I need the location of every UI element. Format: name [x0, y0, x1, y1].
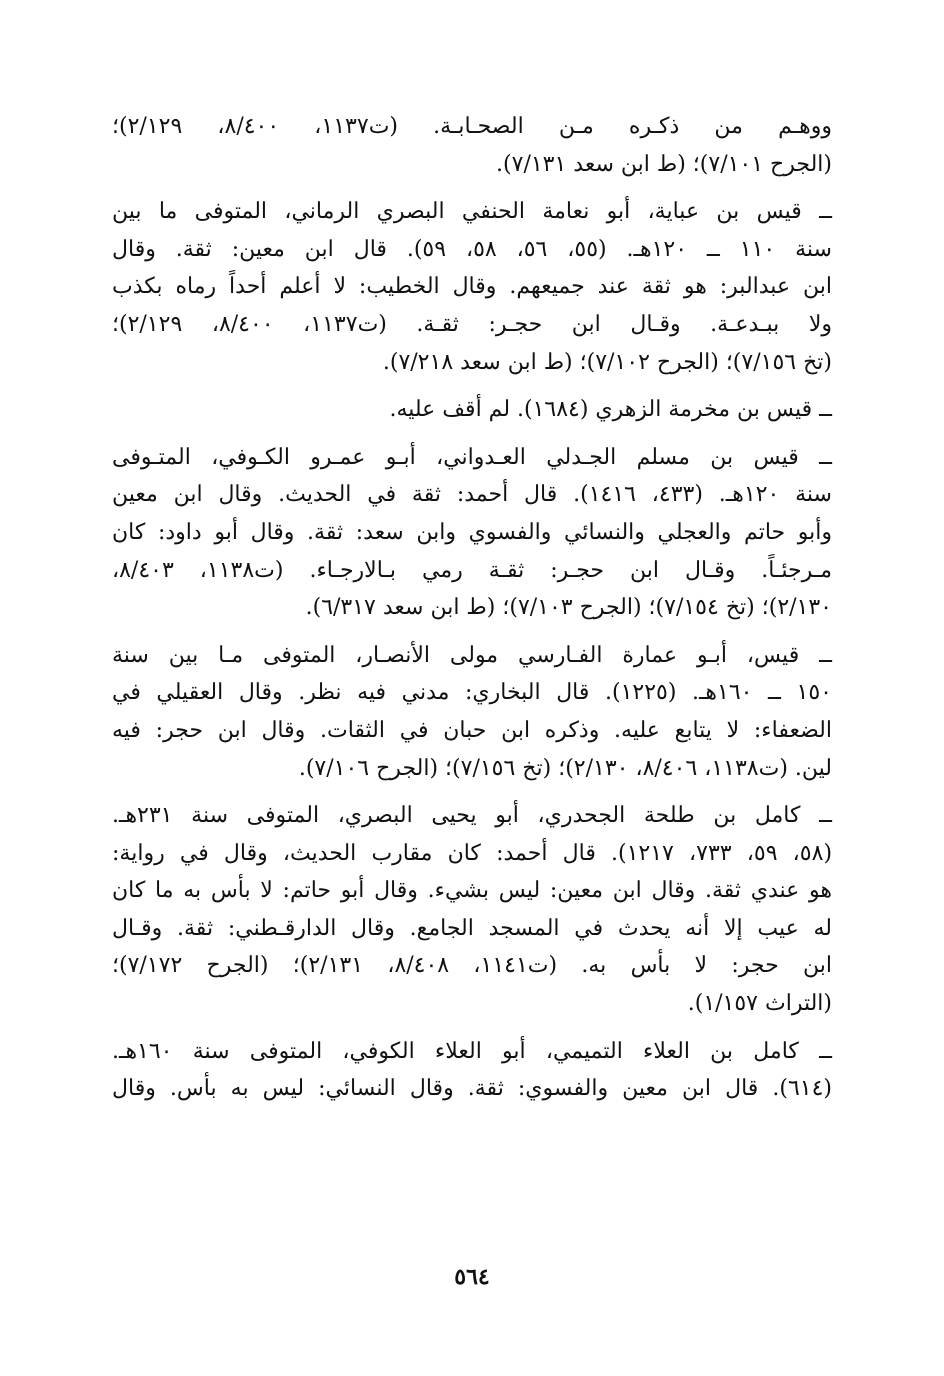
paragraph: [112, 797, 832, 1023]
body-text: [112, 108, 832, 1118]
text-line: الضعفاء: لا يتابع عليه. وذكره ابن حبان في الثقات. وقال ابن حجر: فيه: [112, 717, 832, 743]
text-line: (٥٨، ٥٩، ٧٣٣، ١٢١٧). قال أحمد: كان مقارب الحديث، وقال في رواية:: [112, 840, 833, 866]
paragraph: [112, 193, 832, 381]
text-line: (٦١٤). قال ابن معين والفسوي: ثقة. وقال النسائي: ليس به بأس. وقال: [112, 1076, 832, 1102]
text-line: ــ قيس بن مخرمة الزهري (١٦٨٤). لم أقف عليه.: [389, 397, 832, 423]
text-line: لين. (ت١١٣٨، ٨/٤٠٦، ٢/١٣٠)؛ (تخ ٧/١٥٦)؛ (الجرح ٧/١٠٦).: [298, 755, 832, 781]
text-line: مـرجئـاً. وقـال ابن حجـر: ثقـة رمي بـالارجـاء. (ت١١٣٨، ٨/٤٠٣،: [112, 557, 833, 583]
text-line: ووهـم من ذكـره مـن الصحـابـة. (ت١١٣٧، ٨/٤٠٠، ٢/١٢٩)؛: [112, 114, 833, 139]
paragraph: [112, 439, 832, 627]
text-line: ابن عبدالبر: هو ثقة عند جميعهم. وقال الخطيب: لا أعلم أحداً رماه بكذب: [112, 274, 832, 300]
text-line: (التراث ١/١٥٧).: [687, 991, 832, 1017]
text-line: ١٥٠ ــ ١٦٠هـ. (١٢٢٥). قال البخاري: مدني فيه نظر. وقال العقيلي في: [112, 680, 832, 706]
text-line: ولا ببـدعـة. وقـال ابن حجـر: ثقـة. (ت١١٣٧، ٨/٤٠٠، ٢/١٢٩)؛: [112, 311, 833, 337]
paragraph: [112, 637, 832, 787]
text-line: له عيب إلا أنه يحدث في المسجد الجامع. وقال الدارقـطني: ثقة. وقـال: [112, 915, 832, 941]
text-line: (الجرح ٧/١٠١)؛ (ط ابن سعد ٧/١٣١).: [496, 151, 832, 177]
text-line: ابن حجر: لا بأس به. (ت١١٤١، ٨/٤٠٨، ٢/١٣١)؛ (الجرح ٧/١٧٢)؛: [112, 953, 832, 979]
text-line: (تخ ٧/١٥٦)؛ (الجرح ٧/١٠٢)؛ (ط ابن سعد ٧/٢١٨).: [382, 349, 832, 375]
paragraph: [112, 108, 832, 183]
text-line: وأبو حاتم والعجلي والنسائي والفسوي وابن سعد: ثقة. وقال أبو داود: كان: [112, 519, 832, 545]
text-line: ــ كامل بن العلاء التميمي، أبو العلاء الكوفي، المتوفى سنة ١٦٠هـ.: [112, 1038, 832, 1064]
text-line: ٢/١٣٠)؛ (تخ ٧/١٥٤)؛ (الجرح ٧/١٠٣)؛ (ط ابن سعد ٦/٣١٧).: [305, 595, 832, 621]
paragraph: [112, 391, 832, 429]
text-line: ــ قيس، أبـو عمارة الفـارسي مولى الأنصـار، المتوفى مـا بين سنة: [112, 642, 832, 668]
text-line: ــ قيس بن عباية، أبو نعامة الحنفي البصري الرماني، المتوفى ما بين: [112, 199, 832, 225]
text-line: سنة ١١٠ ــ ١٢٠هـ. (٥٥، ٥٦، ٥٨، ٥٩). قال ابن معين: ثقة. وقال: [112, 236, 832, 262]
text-line: ــ قيس بن مسلم الجـدلي العـدواني، أبـو عمـرو الكـوفي، المتـوفى: [112, 444, 832, 470]
text-line: ــ كامل بن طلحة الجحدري، أبو يحيى البصري، المتوفى سنة ٢٣١هـ.: [112, 803, 832, 829]
text-line: هو عندي ثقة. وقال ابن معين: ليس بشيء. وقال أبو حاتم: لا بأس به ما كان: [112, 878, 832, 904]
text-line: سنة ١٢٠هـ. (٤٣٣، ١٤١٦). قال أحمد: ثقة في الحديث. وقال ابن معين: [112, 482, 832, 508]
page-number: ٥٦٤: [454, 1264, 490, 1290]
paragraph: [112, 1033, 832, 1108]
